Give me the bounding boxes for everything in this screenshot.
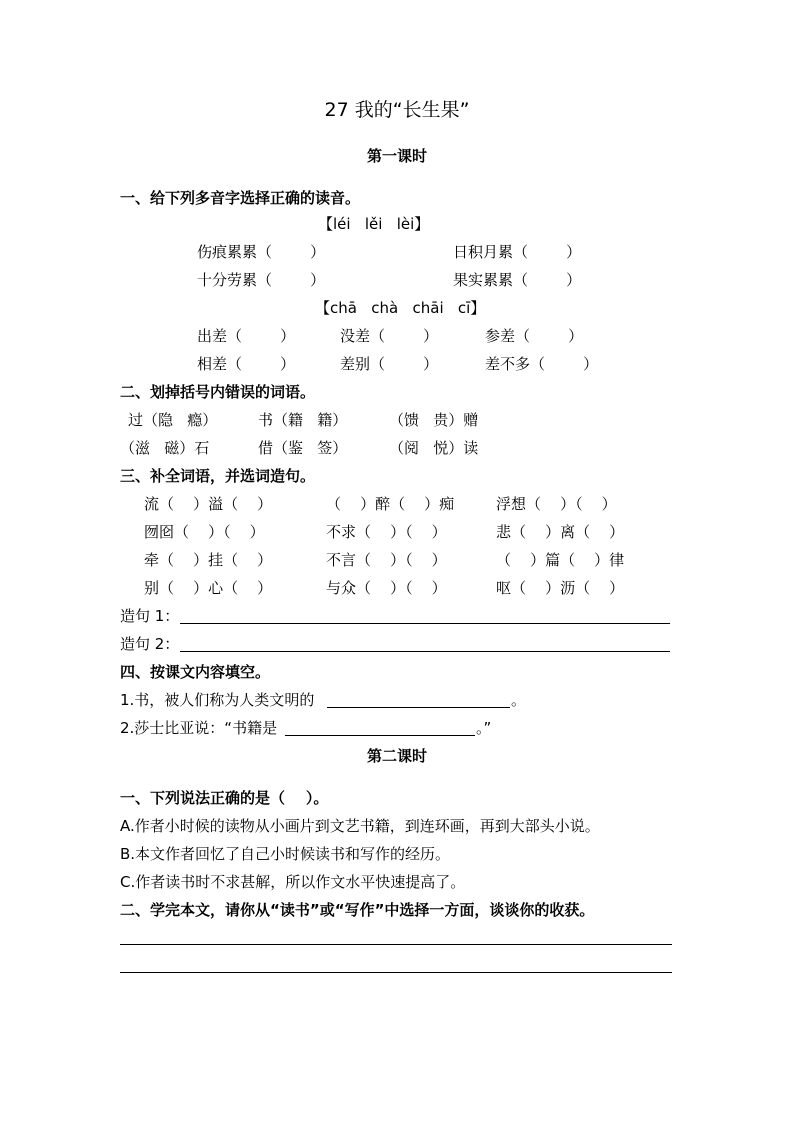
q2-item: （滋 磁）石: [120, 439, 210, 457]
q4-item2-text: 2.莎士比亚说：“书籍是: [120, 719, 278, 737]
q2-item: 过（隐 瘾）: [128, 411, 218, 429]
q1-prompt: 一、给下列多音字选择正确的读音。: [120, 189, 361, 207]
cha-item: 差不多（ ）: [485, 355, 599, 373]
answer-line-2[interactable]: [120, 972, 672, 973]
cha-item: 没差（ ）: [340, 327, 439, 345]
word-blank: 悲（ ）离（ ）: [496, 523, 625, 541]
page-title: 27 我的“长生果”: [324, 99, 470, 121]
option-c: C.作者读书时不求甚解，所以作文水平快速提高了。: [120, 873, 466, 891]
sentence1-label: 造句 1：: [120, 607, 180, 625]
sentence2-answer-line[interactable]: [180, 651, 670, 652]
lei-item: 果实累累（ ）: [453, 271, 582, 289]
q4-item1-answer-line[interactable]: [327, 707, 510, 708]
lei-item: 日积月累（ ）: [453, 243, 582, 261]
option-a: A.作者小时候的读物从小画片到文艺书籍，到连环画，再到大部头小说。: [120, 817, 600, 835]
word-blank: 与众（ ）（ ）: [326, 579, 447, 597]
cha-item: 出差（ ）: [197, 327, 296, 345]
q2-prompt: 二、划掉括号内错误的词语。: [120, 383, 316, 401]
word-blank: （ ）醉（ ）痴: [326, 495, 455, 513]
q4-prompt: 四、按课文内容填空。: [120, 663, 271, 681]
q2-item: 借（鉴 签）: [258, 439, 348, 457]
cha-item: 相差（ ）: [197, 355, 296, 373]
q4-item2-answer-line[interactable]: [285, 735, 475, 736]
word-blank: 浮想（ ）（ ）: [496, 495, 617, 513]
word-blank: 不言（ ）（ ）: [326, 551, 447, 569]
word-blank: 囫囵（ ）（ ）: [144, 523, 265, 541]
readings-cha: 【chā chà chāi cī】: [315, 299, 486, 317]
readings-lei: 【léi lěi lèi】: [318, 215, 430, 233]
lesson2-q2-prompt: 二、学完本文，请你从“读书”或“写作”中选择一方面，谈谈你的收获。: [120, 901, 595, 919]
word-blank: 不求（ ）（ ）: [326, 523, 447, 541]
q4-item1-text: 1.书，被人们称为人类文明的: [120, 691, 315, 709]
cha-item: 差别（ ）: [340, 355, 439, 373]
q2-item: （馈 贵）赠: [389, 411, 479, 429]
q4-item1-end: 。: [511, 691, 527, 709]
q2-item: （阅 悦）读: [389, 439, 479, 457]
lesson2-heading: 第二课时: [366, 747, 427, 765]
sentence1-answer-line[interactable]: [180, 623, 670, 624]
lesson1-heading: 第一课时: [366, 147, 427, 165]
q3-prompt: 三、补全词语，并选词造句。: [120, 467, 316, 485]
word-blank: 流（ ）溢（ ）: [144, 495, 273, 513]
word-blank: 别（ ）心（ ）: [144, 579, 273, 597]
lei-item: 伤痕累累（ ）: [197, 243, 326, 261]
cha-item: 参差（ ）: [485, 327, 584, 345]
q2-item: 书（籍 籍）: [258, 411, 348, 429]
answer-line-1[interactable]: [120, 944, 672, 945]
word-blank: 呕（ ）沥（ ）: [496, 579, 625, 597]
sentence2-label: 造句 2：: [120, 635, 180, 653]
word-blank: （ ）篇（ ）律: [496, 551, 625, 569]
word-blank: 牵（ ）挂（ ）: [144, 551, 273, 569]
lesson2-q1-prompt: 一、下列说法正确的是（ ）。: [120, 789, 329, 807]
lei-item: 十分劳累（ ）: [197, 271, 326, 289]
option-b: B.本文作者回忆了自己小时候读书和写作的经历。: [120, 845, 451, 863]
q4-item2-end: 。”: [476, 719, 492, 737]
